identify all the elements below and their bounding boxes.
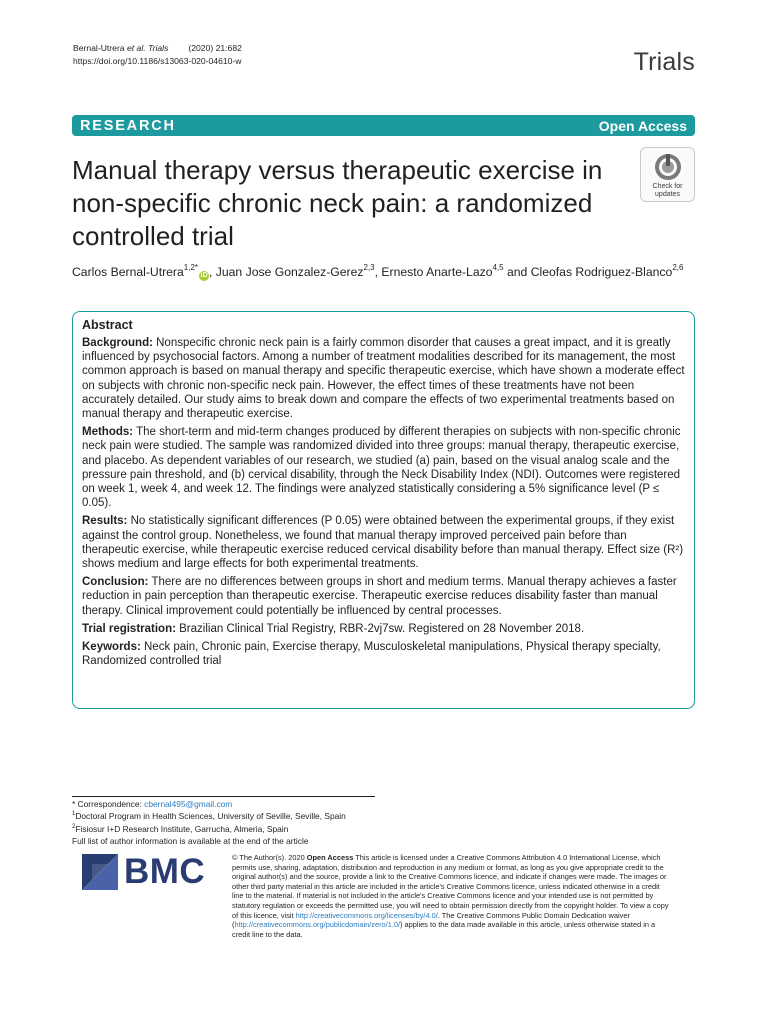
- bmc-mark-icon: [82, 854, 118, 890]
- citation-line: [73, 42, 242, 55]
- running-header: [73, 42, 242, 67]
- citation-authors: Bernal-Utrera: [73, 43, 125, 53]
- orcid-icon[interactable]: iD: [200, 272, 208, 279]
- doi-link[interactable]: https://doi.org/10.1186/s13063-020-04610-w: [73, 55, 242, 66]
- author-affiliation: 1,2*: [183, 263, 198, 272]
- footnotes: [72, 798, 346, 847]
- article-type-band: [72, 115, 695, 136]
- cc-zero-link[interactable]: http://creativecommons.org/publicdomain/zero/1.0/: [234, 920, 401, 930]
- license-text: © The Author(s). 2020 Open Access This article is licensed under a Creative Commons Attribution 4.0 International License, which permits use, sharing, adaptation, distribution and reproduction in any medium or format, as long as you give appropriate credit to the original author(s) and the source, provide a link to the Creative Commons licence, and indicate if changes were made. The images or other third party material in this article are included in the article's Creative Commons licence, unless indicated otherwise in a credit line to the material. If material is not included in the article's Creative Commons licence and your intended use is not permitted by statutory regulation or exceeds the permitted use, you will need to obtain permission directly from the copyright holder. To view a copy of this licence, visit http://creativecommons.org/licenses/by/4.0/. The Creative Commons Public Domain Dedication waiver (http://creativecommons.org/publicdomain/zero/1.0/) applies to the data made available in this article, unless otherwise stated in a credit line to the data.: [232, 853, 669, 939]
- abstract-keywords: Keywords: Neck pain, Chronic pain, Exercise therapy, Musculoskeletal manipulations, Physical therapy specialty, Randomized controlled trial: [82, 641, 661, 668]
- abstract-results: Results: No statistically significant differences (P 0.05) were obtained between the experimental groups, if they exist against the control group. Nonetheless, we found that manual therapy improved perceived pain before than therapeutic exercise, while therapeutic exercise reduced cervical disability before than manual therapy. Effect size (R²) shows medium and large effects for both experimental treatments.: [82, 515, 684, 571]
- abstract-conclusion: Conclusion: There are no differences between groups in short and medium terms. Manual therapy achieves a faster reduction in pain perception than therapeutic exercise. Therapeutic exercise reduces disability faster than manual therapy. Clinical improvement could potentially be influenced by central processes.: [82, 576, 677, 617]
- bmc-logo: [82, 852, 217, 892]
- affiliation-1: $^1$Doctoral Program in Health Sciences, University of Seville, Seville, Spain: [72, 811, 346, 822]
- bmc-wordmark: BMC: [124, 852, 206, 891]
- check-updates-line1: Check for: [652, 183, 683, 190]
- author-name: Juan Jose Gonzalez-Gerez: [215, 265, 364, 279]
- author-affiliation: 2,6: [672, 263, 684, 272]
- citation-volume: (2020) 21:682: [188, 43, 242, 53]
- article-type-label: RESEARCH: [80, 117, 176, 134]
- open-access-label: Open Access: [598, 117, 687, 134]
- affiliation-2: $^2$Fisiosur I+D Research Institute, Garrucha, Almeria, Spain: [72, 823, 289, 834]
- footnote-divider: [72, 796, 375, 797]
- citation-journal: et al. Trials: [126, 43, 169, 53]
- abstract-trial-registration: Trial registration: Brazilian Clinical Trial Registry, RBR-2vj7sw. Registered on 28 November 2018.: [82, 622, 585, 635]
- abstract-box: [72, 311, 695, 709]
- article-title: Manual therapy versus therapeutic exercise in non-specific chronic neck pain: a randomized controlled trial: [72, 155, 603, 251]
- check-updates-text: [653, 183, 683, 198]
- author-affiliation: 4,5: [492, 263, 504, 272]
- check-for-updates-badge[interactable]: [640, 147, 695, 202]
- correspondence-email[interactable]: cbernal495@gmail.com: [144, 799, 233, 809]
- author-list: Carlos Bernal-Utrera$^{1,2*}$iD , Juan Jose Gonzalez-Gerez$^{2,3}$, Ernesto Anarte-Lazo$^{4,5}$ and Cleofas Rodriguez-Blanco$^{2,6}$: [72, 263, 684, 279]
- check-updates-line2: updates: [655, 190, 680, 198]
- check-updates-icon: [653, 152, 683, 182]
- cc-by-link[interactable]: http://creativecommons.org/licenses/by/4.0/: [295, 910, 438, 920]
- author-info-note: Full list of author information is available at the end of the article: [72, 835, 309, 846]
- author-name: Ernesto Anarte-Lazo: [381, 265, 493, 279]
- author-name: Carlos Bernal-Utrera: [72, 265, 184, 279]
- abstract-heading: Abstract: [82, 318, 133, 332]
- journal-name: Trials: [633, 48, 695, 76]
- author-affiliation: 2,3: [363, 263, 375, 272]
- author-name: Cleofas Rodriguez-Blanco: [530, 265, 673, 279]
- abstract-methods: Methods: The short-term and mid-term changes produced by different therapies on subjects with non-specific chronic neck pain were studied. The sample was randomized divided into three groups: manual therapy, therapeutic exercise, and placebo. As dependent variables of our research, we studied (a) pain, based on the visual analog scale and the pressure pain threshold, and (b) cervical disability, through the Neck Disability Index (NDI). Outcomes were registered on week 1, week 4, and week 12. The findings were analyzed statistically considering a 5% significance level (P ≤ 0.05).: [82, 426, 681, 510]
- correspondence-line: * Correspondence: cbernal495@gmail.com: [72, 799, 233, 809]
- abstract-background: Background: Nonspecific chronic neck pain is a fairly common disorder that causes a great impact, and it is greatly influenced by psychosocial factors. Among a number of treatment modalities described for its management, the most common approach is based on manual therapy and specific therapeutic exercise, which have shown a moderate effect on subjects with chronic non-specific neck pain. However, the effect times of these treatments have not been accurately detailed. Our study aims to break down and compare the effects of two experimental treatments based on manual therapy and therapeutic exercise.: [82, 337, 685, 421]
